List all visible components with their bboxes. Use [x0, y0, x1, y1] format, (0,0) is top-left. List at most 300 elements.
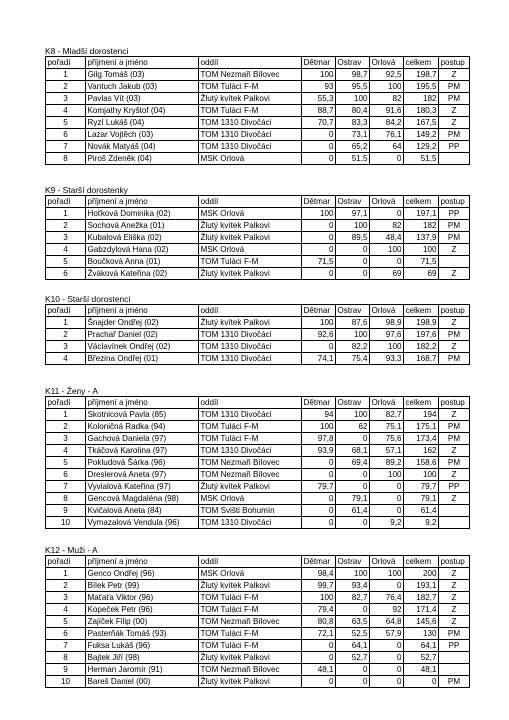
category-title: K10 - Starší dorostenci [45, 294, 131, 304]
cell-score-orlova: 0 [370, 208, 404, 220]
header-rank: pořadí [46, 57, 86, 69]
cell-score-orlova: 69 [370, 268, 404, 280]
cell-score-ostrava: 73,1 [336, 129, 370, 141]
cell-name: Prachař Daniel (02) [86, 329, 199, 341]
cell-advancement: PM [439, 129, 470, 141]
cell-score-ostrava: 75,4 [336, 353, 370, 365]
cell-total: 194 [404, 409, 439, 421]
table-header-row [46, 556, 470, 568]
cell-club: TOM Tuláci F-M [199, 604, 302, 616]
cell-name: Kopeček Petr (96) [86, 604, 199, 616]
table-row [46, 592, 470, 604]
header-name: příjmení a jméno [86, 57, 199, 69]
table-row [46, 493, 470, 505]
cell-name: Pasterňák Tomáš (93) [86, 628, 199, 640]
table-row [46, 244, 470, 256]
cell-rank: 2 [46, 81, 86, 93]
cell-score-orlova: 100 [370, 568, 404, 580]
cell-score-orlova: 92 [370, 604, 404, 616]
cell-name: Pavlas Vít (03) [86, 93, 199, 105]
cell-total: 193,1 [404, 580, 439, 592]
cell-score-detmarovice: 0 [302, 268, 336, 280]
cell-score-ostrava: 62 [336, 421, 370, 433]
cell-score-detmarovice: 48,1 [302, 664, 336, 676]
cell-score-detmarovice: 0 [302, 341, 336, 353]
cell-score-orlova: 76,4 [370, 592, 404, 604]
cell-club: Žlutý kvítek Palkovi [199, 317, 302, 329]
header-score-orlova: Orlová [370, 57, 404, 69]
cell-advancement: PM [439, 93, 470, 105]
header-rank: pořadí [46, 556, 86, 568]
cell-total: 158,6 [404, 457, 439, 469]
cell-club: TOM Tuláci F-M [199, 81, 302, 93]
cell-name: Vantuch Jakub (03) [86, 81, 199, 93]
cell-club: Žlutý kvítek Palkovi [199, 268, 302, 280]
header-name: příjmení a jméno [86, 397, 199, 409]
cell-rank: 1 [46, 409, 86, 421]
cell-rank: 10 [46, 517, 86, 529]
cell-score-detmarovice: 100 [302, 69, 336, 81]
cell-advancement: Z [439, 244, 470, 256]
cell-score-detmarovice: 0 [302, 469, 336, 481]
cell-club: Žlutý kvítek Palkovi [199, 580, 302, 592]
cell-rank: 5 [46, 457, 86, 469]
cell-rank: 4 [46, 445, 86, 457]
cell-rank: 1 [46, 568, 86, 580]
cell-score-orlova: 93,3 [370, 353, 404, 365]
cell-rank: 2 [46, 220, 86, 232]
cell-name: Gachová Daniela (97) [86, 433, 199, 445]
table-row [46, 604, 470, 616]
cell-advancement: PM [439, 81, 470, 93]
cell-score-detmarovice: 55,3 [302, 93, 336, 105]
header-advancement: postup [439, 305, 470, 317]
table-header-row [46, 57, 470, 69]
cell-club: TOM Nezmaři Bílovec [199, 616, 302, 628]
cell-advancement: PM [439, 353, 470, 365]
cell-score-ostrava: 0 [336, 481, 370, 493]
cell-score-orlova: 64 [370, 141, 404, 153]
cell-advancement: Z [439, 268, 470, 280]
table-row [46, 628, 470, 640]
cell-score-orlova: 100 [370, 81, 404, 93]
cell-score-ostrava: 80,4 [336, 105, 370, 117]
table-row [46, 505, 470, 517]
cell-name: Ryzí Lukáš (04) [86, 117, 199, 129]
cell-rank: 4 [46, 244, 86, 256]
cell-advancement: PM [439, 628, 470, 640]
cell-club: TOM Nezmaři Bílovec [199, 69, 302, 81]
cell-club: TOM 1310 Divočáci [199, 329, 302, 341]
cell-score-ostrava: 83,3 [336, 117, 370, 129]
cell-club: TOM 1310 Divočáci [199, 517, 302, 529]
category-section [45, 545, 470, 688]
cell-total: 137,9 [404, 232, 439, 244]
cell-club: Žlutý kvítek Palkovi [199, 220, 302, 232]
cell-score-orlova: 9,2 [370, 517, 404, 529]
cell-score-detmarovice: 0 [302, 505, 336, 517]
cell-rank: 5 [46, 616, 86, 628]
category-title: K8 - Mladší dorostenci [45, 46, 129, 56]
cell-name: Kvičalová Aneta (84) [86, 505, 199, 517]
table-row [46, 93, 470, 105]
header-name: příjmení a jméno [86, 556, 199, 568]
header-club: oddíl [199, 397, 302, 409]
header-club: oddíl [199, 305, 302, 317]
cell-score-orlova: 82,7 [370, 409, 404, 421]
table-header-row [46, 305, 470, 317]
header-score-orlova: Orlová [370, 305, 404, 317]
cell-score-detmarovice: 0 [302, 652, 336, 664]
header-total: celkem [404, 556, 439, 568]
cell-name: Novák Matyáš (04) [86, 141, 199, 153]
table-row [46, 268, 470, 280]
results-table [45, 56, 470, 165]
cell-score-orlova: 91,6 [370, 105, 404, 117]
cell-score-ostrava: 82,7 [336, 592, 370, 604]
cell-score-detmarovice: 0 [302, 129, 336, 141]
cell-club: TOM 1310 Divočáci [199, 117, 302, 129]
cell-name: Tkáčová Karolína (97) [86, 445, 199, 457]
cell-score-orlova: 0 [370, 652, 404, 664]
cell-club: TOM Tuláci F-M [199, 628, 302, 640]
table-row [46, 353, 470, 365]
table-row [46, 141, 470, 153]
cell-total: 197,1 [404, 208, 439, 220]
cell-club: TOM Tuláci F-M [199, 433, 302, 445]
cell-score-orlova: 0 [370, 256, 404, 268]
cell-score-orlova: 0 [370, 664, 404, 676]
header-name: příjmení a jméno [86, 196, 199, 208]
cell-club: TOM Nezmaři Bílovec [199, 457, 302, 469]
category-title: K11 - Ženy - A [45, 386, 98, 396]
cell-club: TOM 1310 Divočáci [199, 353, 302, 365]
header-name: příjmení a jméno [86, 305, 199, 317]
cell-rank: 3 [46, 93, 86, 105]
cell-score-ostrava: 0 [336, 676, 370, 688]
cell-club: TOM 1310 Divočáci [199, 341, 302, 353]
cell-name: Koloničná Radka (94) [86, 421, 199, 433]
cell-total: 171,4 [404, 604, 439, 616]
cell-score-detmarovice: 70,7 [302, 117, 336, 129]
cell-score-detmarovice: 93 [302, 81, 336, 93]
cell-score-orlova: 84,2 [370, 117, 404, 129]
cell-score-orlova: 0 [370, 493, 404, 505]
cell-name: Fuksa Lukáš (96) [86, 640, 199, 652]
cell-club: TOM Svišti Bohumín [199, 505, 302, 517]
cell-advancement: PM [439, 232, 470, 244]
cell-rank: 5 [46, 256, 86, 268]
cell-score-detmarovice: 100 [302, 592, 336, 604]
cell-rank: 6 [46, 628, 86, 640]
cell-total: 48,1 [404, 664, 439, 676]
cell-score-detmarovice: 100 [302, 208, 336, 220]
cell-score-orlova: 0 [370, 676, 404, 688]
cell-score-detmarovice: 98,4 [302, 568, 336, 580]
cell-advancement: PM [439, 329, 470, 341]
cell-score-orlova: 82 [370, 93, 404, 105]
cell-score-orlova: 0 [370, 481, 404, 493]
cell-rank: 3 [46, 341, 86, 353]
header-rank: pořadí [46, 397, 86, 409]
cell-score-ostrava: 52,5 [336, 628, 370, 640]
results-table [45, 304, 470, 365]
cell-rank: 2 [46, 421, 86, 433]
table-row [46, 232, 470, 244]
cell-score-ostrava: 0 [336, 517, 370, 529]
cell-score-detmarovice: 0 [302, 493, 336, 505]
cell-score-detmarovice: 79,7 [302, 481, 336, 493]
cell-score-ostrava: 100 [336, 409, 370, 421]
header-score-detmarovice: Dětmar [302, 305, 336, 317]
cell-score-ostrava: 87,6 [336, 317, 370, 329]
cell-score-ostrava: 61,4 [336, 505, 370, 517]
cell-rank: 3 [46, 232, 86, 244]
cell-advancement: Z [439, 568, 470, 580]
header-score-detmarovice: Dětmar [302, 57, 336, 69]
cell-rank: 5 [46, 117, 86, 129]
category-section [45, 185, 470, 280]
cell-name: Bílek Petr (99) [86, 580, 199, 592]
cell-total: 175,1 [404, 421, 439, 433]
table-row [46, 153, 470, 165]
table-row [46, 580, 470, 592]
cell-name: Maťaťa Viktor (96) [86, 592, 199, 604]
header-total: celkem [404, 196, 439, 208]
cell-score-orlova: 75,1 [370, 421, 404, 433]
cell-name: Vyvialová Kateřina (97) [86, 481, 199, 493]
cell-name: Gencová Magdaléna (98) [86, 493, 199, 505]
cell-score-detmarovice: 80,8 [302, 616, 336, 628]
cell-total: 182,2 [404, 341, 439, 353]
results-table [45, 195, 470, 280]
cell-advancement [439, 256, 470, 268]
cell-name: Gilg Tomáš (03) [86, 69, 199, 81]
cell-total: 51,5 [404, 153, 439, 165]
cell-score-detmarovice: 0 [302, 676, 336, 688]
cell-name: Kubalová Eliška (02) [86, 232, 199, 244]
cell-advancement: Z [439, 117, 470, 129]
cell-score-orlova: 89,2 [370, 457, 404, 469]
cell-score-ostrava: 79,1 [336, 493, 370, 505]
cell-club: TOM Tuláci F-M [199, 105, 302, 117]
cell-club: Žlutý kvítek Palkovi [199, 652, 302, 664]
table-row [46, 676, 470, 688]
cell-name: Herman Jaromír (91) [86, 664, 199, 676]
category-section [45, 386, 470, 529]
header-rank: pořadí [46, 196, 86, 208]
cell-score-ostrava: 82,2 [336, 341, 370, 353]
header-score-orlova: Orlová [370, 196, 404, 208]
cell-score-ostrava: 98,7 [336, 69, 370, 81]
cell-club: TOM Tuláci F-M [199, 421, 302, 433]
cell-score-detmarovice: 88,7 [302, 105, 336, 117]
cell-score-detmarovice: 93,9 [302, 445, 336, 457]
cell-name: Žváková Kateřina (02) [86, 268, 199, 280]
cell-score-orlova: 57,1 [370, 445, 404, 457]
cell-name: Genco Ondřej (96) [86, 568, 199, 580]
cell-club: TOM 1310 Divočáci [199, 129, 302, 141]
cell-total: 200 [404, 568, 439, 580]
cell-advancement: PP [439, 208, 470, 220]
results-table [45, 555, 470, 688]
header-score-ostrava: Ostrav [336, 57, 370, 69]
table-row [46, 105, 470, 117]
cell-score-detmarovice: 0 [302, 244, 336, 256]
cell-total: 100 [404, 469, 439, 481]
cell-score-detmarovice: 0 [302, 141, 336, 153]
cell-club: Žlutý kvítek Palkovi [199, 481, 302, 493]
cell-name: Boučková Anna (01) [86, 256, 199, 268]
cell-score-detmarovice: 0 [302, 457, 336, 469]
cell-score-ostrava: 100 [336, 220, 370, 232]
cell-advancement: Z [439, 580, 470, 592]
cell-total: 197,6 [404, 329, 439, 341]
table-row [46, 81, 470, 93]
cell-advancement: PM [439, 676, 470, 688]
cell-advancement: Z [439, 317, 470, 329]
header-club: oddíl [199, 556, 302, 568]
cell-rank: 4 [46, 604, 86, 616]
table-header-row [46, 196, 470, 208]
table-row [46, 433, 470, 445]
cell-score-ostrava: 0 [336, 469, 370, 481]
cell-advancement [439, 652, 470, 664]
table-row [46, 652, 470, 664]
cell-rank: 2 [46, 329, 86, 341]
cell-club: TOM Nezmaři Bílovec [199, 469, 302, 481]
cell-score-orlova: 0 [370, 580, 404, 592]
cell-score-detmarovice: 92,6 [302, 329, 336, 341]
cell-score-ostrava: 93,4 [336, 580, 370, 592]
cell-total: 167,5 [404, 117, 439, 129]
cell-club: MSK Orlová [199, 244, 302, 256]
cell-name: Dreslerová Aneta (97) [86, 469, 199, 481]
cell-name: Hoťková Dominika (02) [86, 208, 199, 220]
cell-club: Žlutý kvítek Palkovi [199, 232, 302, 244]
cell-club: Žlutý kvítek Palkovi [199, 93, 302, 105]
cell-club: MSK Orlová [199, 153, 302, 165]
cell-score-ostrava: 0 [336, 433, 370, 445]
cell-rank: 6 [46, 129, 86, 141]
cell-total: 69 [404, 268, 439, 280]
cell-club: TOM Nezmaři Bílovec [199, 664, 302, 676]
table-row [46, 640, 470, 652]
cell-score-detmarovice: 0 [302, 640, 336, 652]
cell-score-orlova: 82 [370, 220, 404, 232]
cell-total: 129,2 [404, 141, 439, 153]
cell-total: 198,9 [404, 317, 439, 329]
cell-name: Piroš Zdeněk (04) [86, 153, 199, 165]
cell-total: 168,7 [404, 353, 439, 365]
cell-total: 64,1 [404, 640, 439, 652]
table-row [46, 421, 470, 433]
table-row [46, 69, 470, 81]
table-row [46, 220, 470, 232]
cell-name: Šnajder Ondřej (02) [86, 317, 199, 329]
cell-rank: 6 [46, 268, 86, 280]
header-score-detmarovice: Dětmar [302, 196, 336, 208]
cell-score-detmarovice: 0 [302, 232, 336, 244]
cell-score-orlova: 0 [370, 505, 404, 517]
header-score-ostrava: Ostrav [336, 397, 370, 409]
header-total: celkem [404, 305, 439, 317]
cell-name: Komjathy Kryštof (04) [86, 105, 199, 117]
cell-score-orlova: 100 [370, 341, 404, 353]
cell-score-detmarovice: 99,7 [302, 580, 336, 592]
cell-score-detmarovice: 0 [302, 517, 336, 529]
header-score-ostrava: Ostrav [336, 556, 370, 568]
cell-rank: 2 [46, 580, 86, 592]
cell-name: Bajtek Jiří (98) [86, 652, 199, 664]
cell-score-ostrava: 0 [336, 664, 370, 676]
cell-score-detmarovice: 74,1 [302, 353, 336, 365]
cell-name: Gabzdylová Hana (02) [86, 244, 199, 256]
header-club: oddíl [199, 57, 302, 69]
cell-club: TOM Tuláci F-M [199, 640, 302, 652]
cell-score-orlova: 100 [370, 244, 404, 256]
table-row [46, 329, 470, 341]
header-score-ostrava: Ostrav [336, 305, 370, 317]
header-score-detmarovice: Dětmar [302, 397, 336, 409]
cell-score-detmarovice: 79,4 [302, 604, 336, 616]
category-title: K12 - Muži - A [45, 545, 98, 555]
cell-advancement: PM [439, 220, 470, 232]
cell-rank: 1 [46, 208, 86, 220]
cell-rank: 6 [46, 469, 86, 481]
cell-rank: 7 [46, 640, 86, 652]
cell-advancement: PM [439, 421, 470, 433]
cell-score-ostrava: 68,1 [336, 445, 370, 457]
cell-score-orlova: 57,9 [370, 628, 404, 640]
cell-advancement: Z [439, 469, 470, 481]
cell-score-orlova: 92,5 [370, 69, 404, 81]
cell-total: 100 [404, 244, 439, 256]
cell-total: 162 [404, 445, 439, 457]
cell-club: MSK Orlová [199, 208, 302, 220]
cell-total: 182,7 [404, 592, 439, 604]
cell-score-orlova: 0 [370, 153, 404, 165]
header-advancement: postup [439, 57, 470, 69]
cell-total: 145,6 [404, 616, 439, 628]
cell-club: TOM 1310 Divočáci [199, 141, 302, 153]
cell-advancement: Z [439, 69, 470, 81]
table-row [46, 445, 470, 457]
cell-total: 0 [404, 676, 439, 688]
cell-name: Pokludová Šárka (96) [86, 457, 199, 469]
cell-advancement: PP [439, 481, 470, 493]
cell-total: 52,7 [404, 652, 439, 664]
header-score-detmarovice: Dětmar [302, 556, 336, 568]
header-total: celkem [404, 57, 439, 69]
cell-advancement [439, 505, 470, 517]
table-row [46, 616, 470, 628]
cell-advancement [439, 517, 470, 529]
cell-score-detmarovice: 0 [302, 153, 336, 165]
category-section [45, 46, 470, 165]
cell-score-orlova: 64,8 [370, 616, 404, 628]
cell-advancement: Z [439, 616, 470, 628]
cell-total: 130 [404, 628, 439, 640]
cell-rank: 3 [46, 592, 86, 604]
cell-score-orlova: 100 [370, 469, 404, 481]
cell-club: MSK Orlová [199, 568, 302, 580]
cell-advancement: Z [439, 341, 470, 353]
cell-score-orlova: 98,9 [370, 317, 404, 329]
cell-rank: 9 [46, 664, 86, 676]
header-advancement: postup [439, 196, 470, 208]
cell-advancement: Z [439, 592, 470, 604]
